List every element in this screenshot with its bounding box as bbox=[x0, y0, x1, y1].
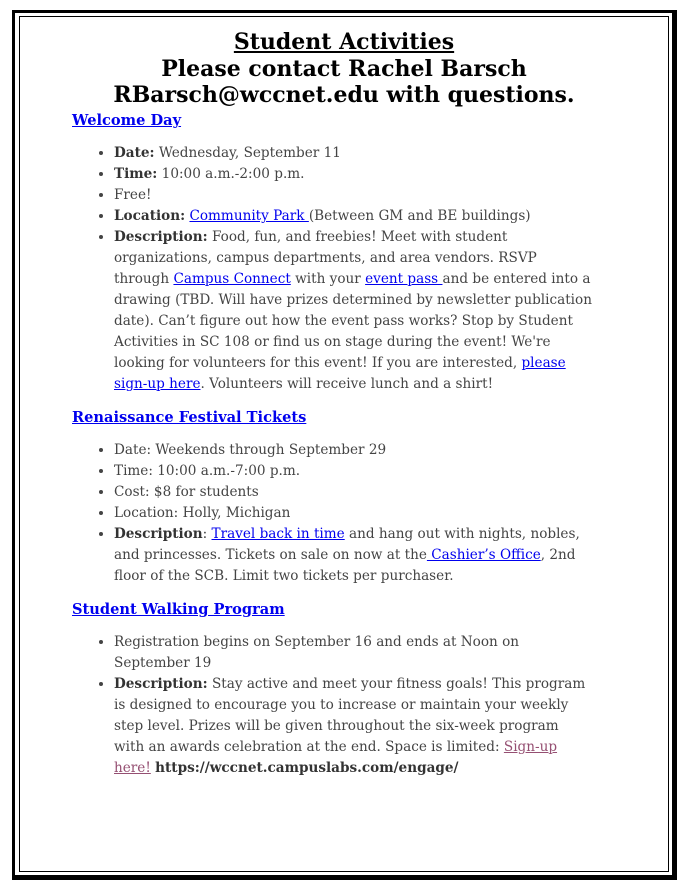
value: Wednesday, September 11 bbox=[154, 145, 341, 161]
text: with your bbox=[290, 271, 366, 287]
contact-line: Please contact Rachel Barsch bbox=[161, 55, 527, 82]
list-item bbox=[114, 227, 592, 395]
list-item: • Cost: $8 for students bbox=[114, 482, 592, 503]
contact-email-line: RBarsch@wccnet.edu with questions. bbox=[113, 82, 575, 108]
section-walking bbox=[72, 599, 592, 620]
walking-list bbox=[72, 632, 592, 779]
value: (Between GM and BE buildings) bbox=[308, 208, 531, 224]
list-item: • Time: 10:00 a.m.-7:00 p.m. bbox=[114, 461, 592, 482]
text: Stay active and meet your fitness goals! This program is designed to encourage you to increase or maintain your weekly step level. Prizes will be given throughout the six-week program with an awards celebration at the end. Space is limited: bbox=[114, 676, 586, 755]
renaissance-list bbox=[72, 440, 592, 587]
engage-url: https://wccnet.campuslabs.com/engage/ bbox=[155, 760, 459, 776]
content bbox=[72, 110, 592, 791]
value: 10:00 a.m.-2:00 p.m. bbox=[157, 166, 305, 182]
section-welcome-day bbox=[72, 110, 592, 131]
text: . Volunteers will receive lunch and a shirt! bbox=[200, 376, 494, 392]
walking-program-link[interactable]: Student Walking Program bbox=[72, 601, 285, 618]
section-renaissance bbox=[72, 407, 592, 428]
label: Description: bbox=[114, 229, 208, 245]
travel-back-link[interactable]: Travel back in time bbox=[211, 526, 345, 542]
list-item: • Location: Holly, Michigan bbox=[114, 503, 592, 524]
label: Description: bbox=[114, 676, 208, 692]
welcome-day-link[interactable]: Welcome Day bbox=[72, 112, 182, 129]
text: Food, fun, and freebies! Meet with student organizations, campus departments, and area vendors. RSVP through bbox=[114, 229, 537, 287]
page-title: Student Activities bbox=[233, 29, 455, 55]
label: Description bbox=[114, 526, 203, 542]
volunteer-signup-link[interactable]: please sign-up here bbox=[114, 355, 566, 392]
list-item bbox=[114, 164, 592, 185]
text: , 2nd floor of the SCB. Limit two tickets per purchaser. bbox=[114, 547, 576, 584]
community-park-link[interactable]: Community Park bbox=[189, 208, 309, 224]
list-item bbox=[114, 143, 592, 164]
label: Location: bbox=[114, 208, 186, 224]
list-item bbox=[114, 674, 592, 779]
welcome-day-list bbox=[72, 143, 592, 395]
text: and hang out with nights, nobles, and princesses. Tickets on sale on now at the bbox=[114, 526, 580, 563]
list-item bbox=[114, 524, 592, 587]
text: and be entered into a drawing (TBD. Will have prizes determined by newsletter publication date). Can’t figure out how the event pass works? Stop by Student Activities in SC 108 or find us on stage during the event! We're looking for volunteers for this event! If you are interested, bbox=[114, 271, 592, 371]
label: Date: bbox=[114, 145, 155, 161]
campus-connect-link[interactable]: Campus Connect bbox=[173, 271, 291, 287]
list-item: • Registration begins on September 16 and ends at Noon on September 19 bbox=[114, 632, 592, 674]
list-item bbox=[114, 206, 592, 227]
page-header bbox=[20, 29, 668, 109]
text: : bbox=[202, 526, 212, 542]
label: Time: bbox=[114, 166, 158, 182]
cashiers-office-link[interactable]: Cashier’s Office bbox=[426, 547, 541, 563]
event-pass-link[interactable]: event pass bbox=[365, 271, 443, 287]
walking-signup-link[interactable]: Sign-up here! bbox=[114, 739, 558, 776]
list-item: • Date: Weekends through September 29 bbox=[114, 440, 592, 461]
list-item: • Free! bbox=[114, 185, 592, 206]
renaissance-link[interactable]: Renaissance Festival Tickets bbox=[72, 409, 307, 426]
